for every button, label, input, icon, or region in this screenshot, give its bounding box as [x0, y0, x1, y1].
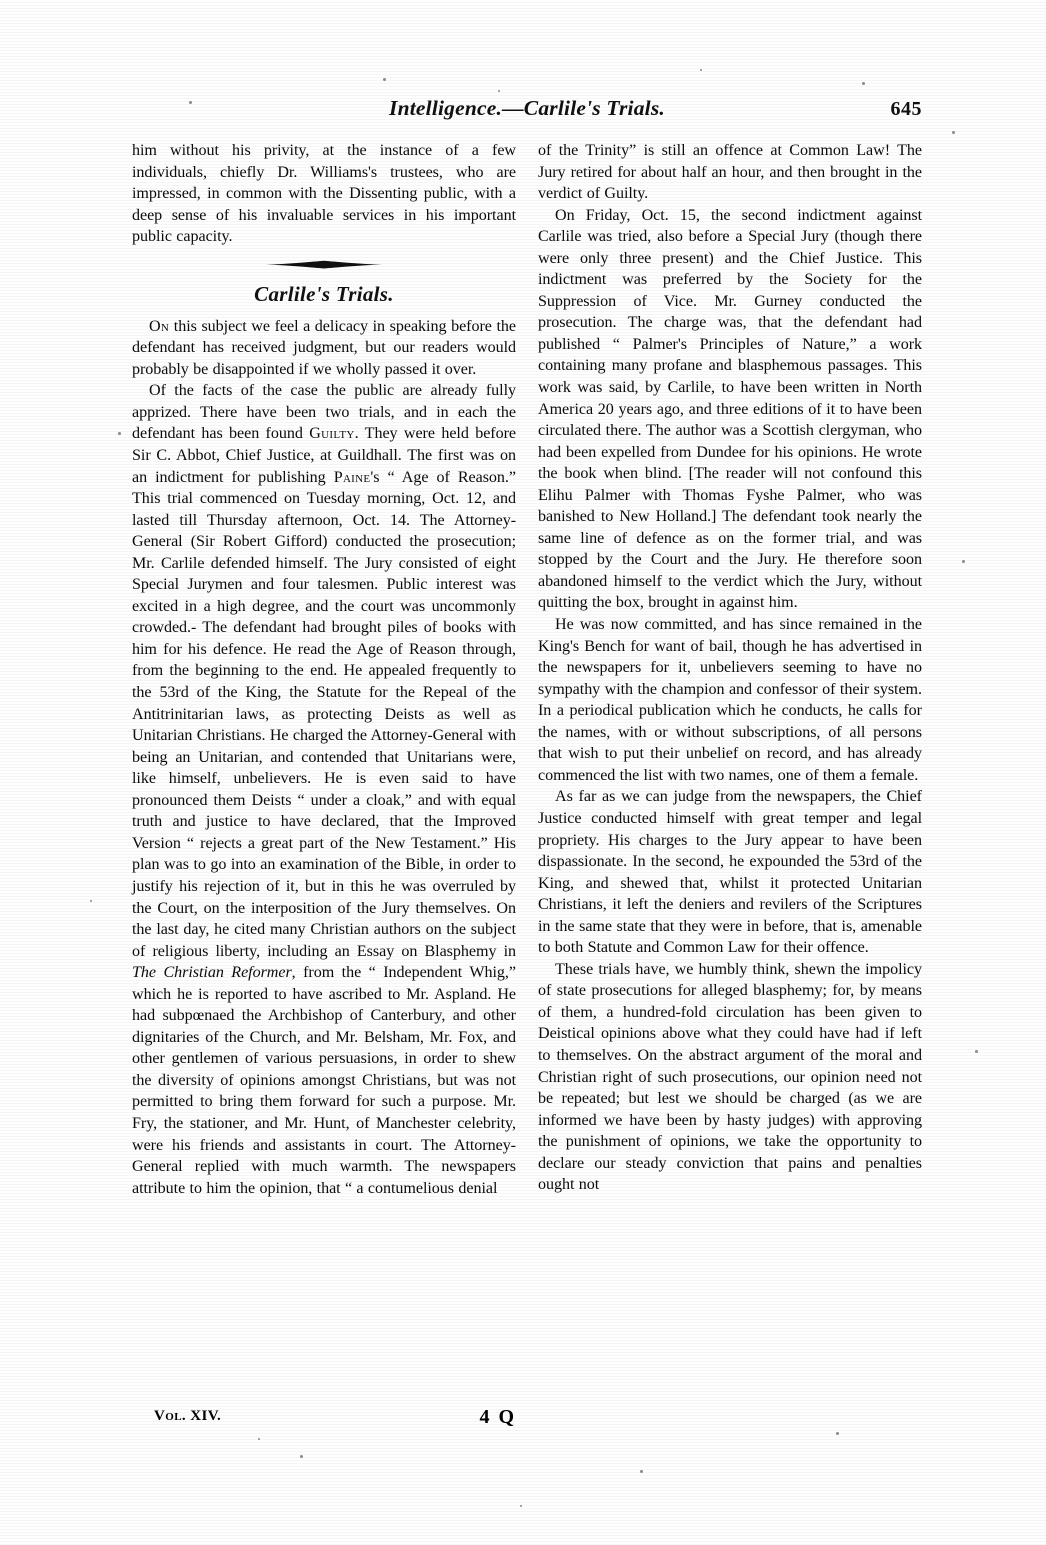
article-body: [132, 140, 922, 1199]
small-caps-lead: On: [149, 317, 170, 335]
scan-speck: [520, 1505, 522, 1507]
scan-speck: [258, 1438, 260, 1440]
small-caps-paine: Paine: [333, 468, 371, 486]
scan-speck: [975, 1050, 978, 1053]
paragraph-2: He was now committed, and has since remained in the King's Bench for want of bail, though he has advertised in the newspapers for it, unbelievers seeming to have no sympathy with the champion and confessor of their system. In a periodical publication which he conducts, he calls for the names, with or without subscriptions, of all persons that wish to put their unbelief on record, and has already commenced the list with two names, one of them a female.: [538, 616, 922, 784]
paragraph-2-part-a: Of the facts of the case the public are already fully apprized. There have been two trials, and in each the defendant has been found: [132, 382, 516, 443]
lens-rule-ornament-icon: [266, 260, 382, 269]
scan-speck: [90, 900, 92, 902]
scan-speck: [640, 1470, 643, 1473]
scan-speck: [962, 560, 965, 563]
paragraph-2-part-d: , from the “ Independent Whig,” which he is reported to have ascribed to Mr. Aspland. He had subpœnaed the Archbishop of Canterbury, and other dignitaries of the Church, and Mr. Belsham, Mr. Fox, and other gentlemen of various persuasions, in order to shew the diversity of opinions amongst Christians, but was not permitted to bring them forward for such a purpose. Mr. Fry, the stationer, and Mr. Hunt, of Manchester celebrity, were his friends and assistants in court. The Attorney-General replied with much warmth. The newspapers attribute to him the opinion, that “ a contumelious denial: [132, 964, 516, 1197]
page-number: 645: [890, 98, 922, 120]
paragraph-1: [132, 316, 516, 381]
continued-paragraph: of the Trinity” is still an offence at Common Law! The Jury retired for about half an hour, and then brought in the verdict of Guilty.: [538, 142, 922, 203]
scan-speck: [498, 90, 500, 92]
paragraph-1-text: this subject we feel a delicacy in speaking before the defendant has received judgment, but our readers would probably be disappointed if we wholly passed it over.: [132, 317, 516, 378]
paragraph-1: On Friday, Oct. 15, the second indictment against Carlile was tried, also before a Special Jury (though there were only three present) and the Chief Justice. This indictment was preferred by the Society for the Suppression of Vice. Mr. Gurney conducted the prosecution. The charge was, that the defendant had published “ Palmer's Principles of Nature,” a work containing many profane and blasphemous passages. This work was said, by Carlile, to have been written in North America 20 years ago, and three editions of it to have been circulated there. The author was a Scottish clergyman, who had been expelled from Dundee for his opinions. He wrote the book when blind. [The reader will not confound this Elihu Palmer with Thomas Fyshe Palmer, who was banished to New Holland.] The defendant took nearly the same line of defence as on the former trial, and was stopped by the Court and the Jury. He therefore soon abandoned himself to the verdict which the Jury, without quitting the box, brought in against him.: [538, 206, 922, 612]
running-head-title: Intelligence.—Carlile's Trials.: [389, 96, 665, 120]
left-column: [132, 140, 516, 1199]
scan-speck: [836, 1432, 839, 1435]
signature-mark: 4 Q: [479, 1406, 516, 1428]
small-caps-guilty: Guilty: [309, 425, 355, 443]
scan-speck: [383, 78, 386, 81]
paragraph-3: As far as we can judge from the newspapers, the Chief Justice conducted himself with great temper and legal propriety. His charges to the Jury appear to have been dispassionate. In the second, he expounded the 53rd of the King, and shewed that, whilst it protected Unitarian Christians, it left the deniers and revilers of the Scriptures in the same state that they were in before, that is, amenable to both Statute and Common Law for their offence.: [538, 788, 922, 957]
continued-paragraph: him without his privity, at the instance of a few individuals, chiefly Dr. Williams's trustees, who are impressed, in common with the Dissenting public, with a deep sense of his invaluable services in his important public capacity.: [132, 142, 516, 246]
paragraph-2-part-c: 's “ Age of Reason.” This trial commenced on Tuesday morning, Oct. 12, and lasted till Thursday afternoon, Oct. 14. The Attorney-General (Sir Robert Gifford) conducted the prosecution; Mr. Carlile defended himself. The Jury consisted of eight Special Jurymen and four talesmen. Public interest was excited in a high degree, and the court was uncommonly crowded.- The defendant had brought piles of books with him for his defence. He read the Age of Reason through, from the beginning to the end. He appealed frequently to the 53rd of the King, the Statute for the Repeal of the Antitrinitarian laws, as protecting Deists as well as Unitarian Christians. He charged the Attorney-General with being an Unitarian, and contended that Unitarians were, like himself, unbelievers. He is even said to have pronounced them Deists “ under a cloak,” and with equal truth and justice to have declared, that the Improved Version “ rejects a great part of the New Testament.” His plan was to go into an examination of the Bible, in order to justify his rejection of it, but in this he was overruled by the Court, on the interposition of the Jury themselves. On the last day, he cited many Christian authors on the subject of religious liberty, including an Essay on Blasphemy in: [132, 468, 516, 960]
paragraph-2-part-b: . They were held before Sir C. Abbot, Chief Justice, at Guildhall. The first was on an indictment for publishing: [132, 425, 516, 486]
paragraph-2: [132, 380, 516, 1199]
scan-speck: [118, 432, 121, 435]
scan-speck: [862, 82, 865, 85]
italic-title-christian-reformer: The Christian Reformer: [132, 964, 292, 982]
running-head: [132, 96, 922, 130]
right-column: [538, 140, 922, 1199]
article-title: Carlile's Trials.: [254, 281, 394, 306]
paragraph-4: These trials have, we humbly think, shewn the impolicy of state prosecutions for alleged blasphemy; for, by means of them, a hundred-fold circulation has been given to Deistical opinions above what they could have had if left to themselves. On the abstract argument of the moral and Christian right of such prosecutions, our opinion need not be repeated; but lest we should be charged (as we are informed we have been by hasty judges) with approving the punishment of opinions, we take the opportunity to declare our steady conviction that pains and penalties ought not: [538, 960, 922, 1194]
section-ornament: [132, 248, 516, 278]
scan-speck: [300, 1455, 303, 1458]
scan-speck: [700, 69, 702, 71]
volume-mark: Vol. XIV.: [154, 1408, 222, 1424]
scan-speck: [952, 131, 955, 134]
page-foot: [132, 1408, 516, 1434]
